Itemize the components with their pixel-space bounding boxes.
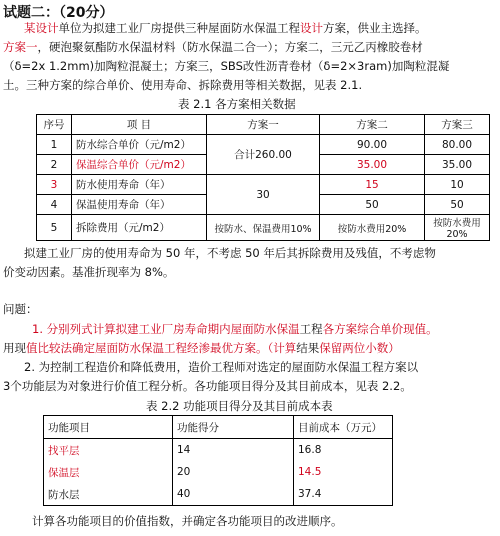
table1-cell-plan2: 15 [320, 175, 425, 195]
table1-cell-item: 防水使用寿命（年） [72, 175, 207, 195]
table-row [37, 135, 490, 155]
table-row [44, 483, 393, 506]
q1-text-1: 工程 [299, 322, 323, 336]
intro-line-2 [3, 38, 423, 57]
closing-instruction: 计算各功能项目的价值指数，并确定各功能项目的改进顺序。 [32, 514, 343, 528]
heading-score: （20分） [59, 5, 114, 21]
table2-cell-cost: 16.8 [294, 439, 393, 462]
table1-cell-plan3: 35.00 [425, 155, 490, 175]
table1 [36, 114, 490, 241]
question-2-line-2: 3个功能层为对象进行价值工程分析。各功能项目得分及其目前成本，见表 2.2。 [3, 379, 412, 393]
table1-cell-plan2: 35.00 [320, 155, 425, 175]
table1-cell-plan1-price: 合计260.00 [207, 135, 320, 175]
table1-cell-no: 4 [37, 195, 72, 215]
table1-header-plan2: 方案二 [320, 115, 425, 135]
table1-header-plan3: 方案三 [425, 115, 490, 135]
table2 [43, 415, 393, 506]
table1-cell-plan3: 按防水费用20% [425, 215, 490, 241]
table2-cell-score: 20 [173, 461, 294, 483]
table2-cell-score: 40 [173, 483, 294, 506]
table2-header-row [44, 416, 393, 439]
table2-cell-cost: 37.4 [294, 483, 393, 506]
table1-cell-no: 1 [37, 135, 72, 155]
table1-cell-plan2: 50 [320, 195, 425, 215]
intro-highlight-1: 某设计 [24, 21, 59, 35]
intro-text-2: 方案，供业主选择。 [323, 21, 427, 35]
table1-cell-item: 防水综合单价（元/m2） [72, 135, 207, 155]
table2-cell-item: 保温层 [48, 466, 80, 479]
table1-cell-plan1: 按防水、保温费用10% [207, 215, 320, 241]
table2-header-cost: 目前成本（万元） [294, 416, 393, 439]
intro-line-4: 土。三种方案的综合单价、使用寿命、拆除费用等相关数据，见表 2.1. [3, 78, 363, 92]
table1-header-plan1: 方案一 [207, 115, 320, 135]
table2-header-item: 功能项目 [44, 416, 173, 439]
intro-text-3: ，硬泡聚氨酯防水保温材料（防水保温二合一）；方案二，三元乙丙橡胶卷材 [37, 40, 423, 54]
q1-highlight-4: 保留两位小数） [319, 341, 400, 355]
table1-header-no: 序号 [37, 115, 72, 135]
table2-caption: 表 2.2 功能项目得分及其目前成本表 [146, 399, 333, 413]
table1-header-item: 项 目 [72, 115, 207, 135]
table-row [44, 461, 393, 483]
intro-line-3: （δ=2x 1.2mm)加陶粒混凝土；方案三，SBS改性沥青卷材（δ=2×3ram)加陶粒混凝 [3, 59, 450, 73]
table1-cell-plan3: 10 [425, 175, 490, 195]
table1-cell-item: 保温使用寿命（年） [72, 195, 207, 215]
q1-highlight-3: 值比较法确定屋面防水保温工程经渗最优方案。（计算 [26, 341, 297, 355]
table1-cell-no: 2 [37, 155, 72, 175]
heading-prefix: 试题二： [3, 5, 59, 21]
assumption-line-2: 价变动因素。基准折现率为 8%。 [3, 265, 175, 279]
table1-cell-no: 5 [37, 215, 72, 241]
table1-cell-plan3: 50 [425, 195, 490, 215]
table1-cell-plan2: 按防水费用20% [320, 215, 425, 241]
table1-cell-plan2: 90.00 [320, 135, 425, 155]
table2-cell-cost: 14.5 [294, 461, 393, 483]
table1-cell-item: 保温综合单价（元/m2） [72, 155, 207, 175]
table1-header-row [37, 115, 490, 135]
q1-text-3: 结果 [296, 341, 320, 355]
intro-line-1 [24, 19, 427, 38]
assumption-line-1: 拟建工业厂房的使用寿命为 50 年，不考虑 50 年后其拆除费用及残值，不考虑物 [24, 246, 436, 260]
table-row [37, 215, 490, 241]
table-row [37, 175, 490, 195]
table2-cell-item: 找平层 [48, 444, 80, 457]
table1-cell-plan1-life: 30 [207, 175, 320, 215]
table1-caption: 表 2.1 各方案相关数据 [178, 97, 296, 111]
question-1-line-2 [3, 339, 400, 358]
table2-cell-item: 防水层 [48, 488, 80, 501]
table2-cell-score: 14 [173, 439, 294, 462]
question-2-line-1: 2. 为控制工程造价和降低费用，造价工程师对选定的屋面防水保温工程方案以 [24, 360, 419, 374]
q1-highlight-2: 各方案综合单价现值。 [322, 322, 438, 336]
question-1-line-1 [32, 320, 438, 339]
table-row [44, 439, 393, 462]
questions-label: 问题： [3, 302, 38, 316]
intro-text-1: 单位为拟建工业厂房提供三种屋面防水保温工程 [58, 21, 300, 35]
table1-cell-no: 3 [37, 175, 72, 195]
table2-header-score: 功能得分 [173, 416, 294, 439]
q1-highlight-1: 1. 分别列式计算拟建工业厂房寿命期内屋面防水保温 [32, 322, 300, 336]
intro-highlight-3: 方案一 [3, 40, 38, 54]
table1-cell-plan3: 80.00 [425, 135, 490, 155]
table1-cell-item: 拆除费用（元/m2） [72, 215, 207, 241]
q1-text-2: 用现 [3, 341, 26, 355]
intro-highlight-2: 设计 [300, 21, 323, 35]
